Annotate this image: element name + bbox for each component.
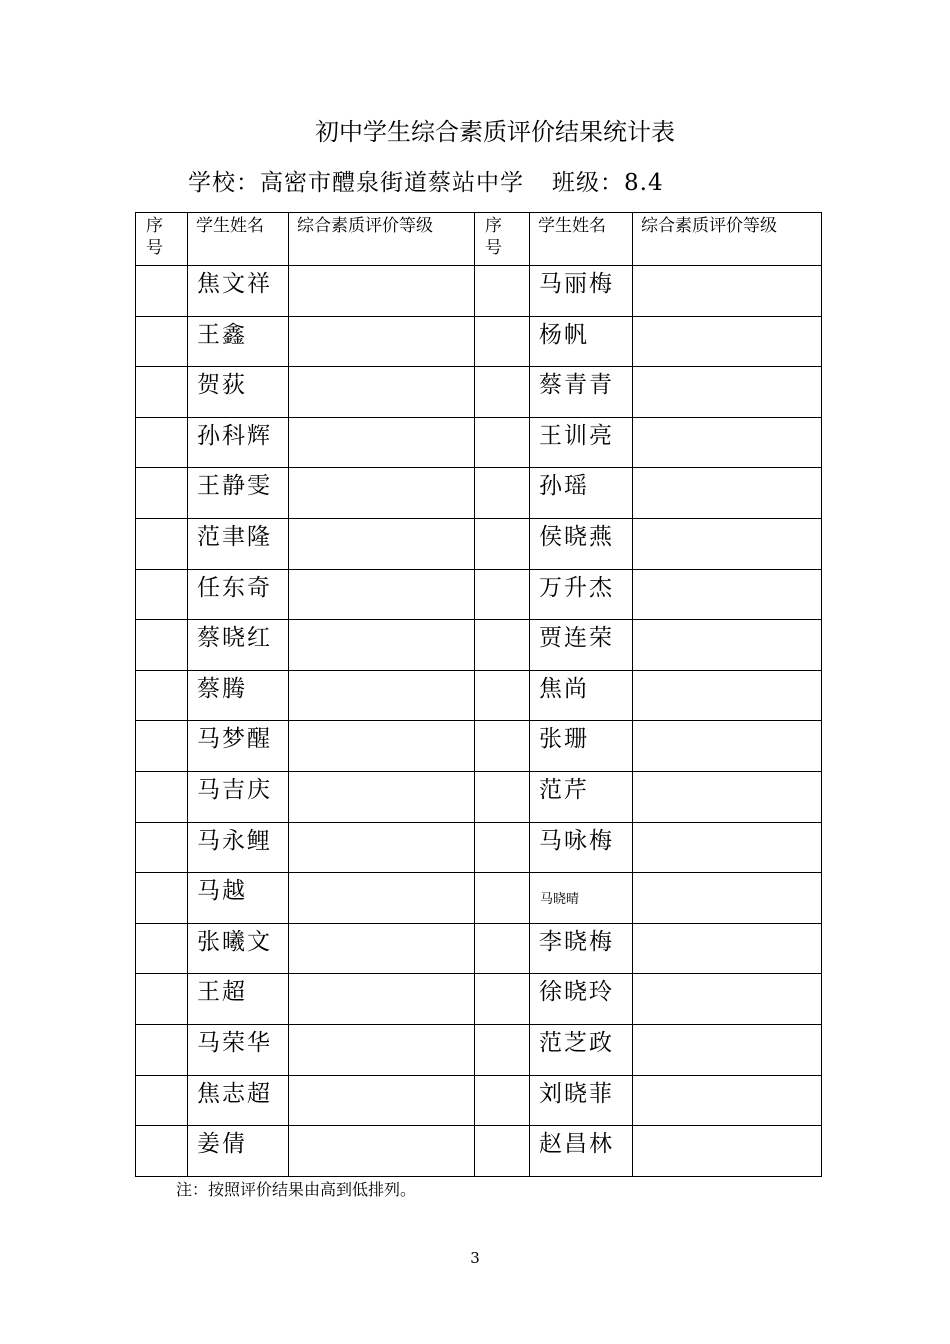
student-name-right: 王训亮	[530, 417, 633, 468]
seq-cell-left	[136, 670, 188, 721]
student-name-right: 蔡青青	[530, 367, 633, 418]
seq-cell-right	[475, 873, 530, 924]
student-name-left: 姜倩	[188, 1126, 289, 1177]
grade-cell-left	[289, 468, 475, 519]
seq-cell-left	[136, 316, 188, 367]
grade-cell-right	[633, 670, 822, 721]
seq-cell-left	[136, 873, 188, 924]
page-number: 3	[470, 1249, 480, 1267]
school-name: 高密市醴泉街道蔡站中学	[260, 170, 524, 196]
seq-cell-left	[136, 1075, 188, 1126]
grade-cell-right	[633, 367, 822, 418]
table-row	[136, 670, 822, 721]
student-name-left: 张曦文	[188, 923, 289, 974]
header-name-left: 学生姓名	[188, 213, 289, 266]
table-row	[136, 873, 822, 924]
table-row	[136, 1126, 822, 1177]
table-body	[136, 266, 822, 1177]
header-name-right: 学生姓名	[530, 213, 633, 266]
seq-cell-right	[475, 417, 530, 468]
grade-cell-right	[633, 974, 822, 1025]
grade-cell-right	[633, 1024, 822, 1075]
student-name-left: 范聿隆	[188, 518, 289, 569]
seq-cell-left	[136, 518, 188, 569]
grade-cell-left	[289, 316, 475, 367]
student-name-left: 焦志超	[188, 1075, 289, 1126]
grade-cell-right	[633, 721, 822, 772]
seq-cell-left	[136, 468, 188, 519]
table-row	[136, 923, 822, 974]
student-name-left: 马荣华	[188, 1024, 289, 1075]
header-grade-left: 综合素质评价等级	[289, 213, 475, 266]
student-name-left: 焦文祥	[188, 266, 289, 317]
grade-cell-right	[633, 822, 822, 873]
student-name-left: 马越	[188, 873, 289, 924]
footnote: 注：按照评价结果由高到低排列。	[176, 1180, 417, 1199]
grade-cell-left	[289, 417, 475, 468]
grade-cell-left	[289, 974, 475, 1025]
grade-cell-left	[289, 266, 475, 317]
grade-cell-right	[633, 266, 822, 317]
grade-cell-right	[633, 1075, 822, 1126]
seq-cell-right	[475, 923, 530, 974]
seq-cell-right	[475, 1024, 530, 1075]
table-row	[136, 721, 822, 772]
table-row	[136, 569, 822, 620]
student-name-right: 张珊	[530, 721, 633, 772]
grade-cell-right	[633, 1126, 822, 1177]
student-name-left: 孙科辉	[188, 417, 289, 468]
table-row	[136, 266, 822, 317]
seq-cell-right	[475, 367, 530, 418]
seq-cell-right	[475, 468, 530, 519]
student-name-left: 王静雯	[188, 468, 289, 519]
student-name-left: 马梦醒	[188, 721, 289, 772]
seq-cell-left	[136, 367, 188, 418]
grade-cell-left	[289, 569, 475, 620]
header-seq-left: 序 号	[136, 213, 188, 266]
student-name-right: 范芹	[530, 771, 633, 822]
student-name-right: 焦尚	[530, 670, 633, 721]
student-name-right: 马咏梅	[530, 822, 633, 873]
evaluation-table	[135, 212, 822, 1177]
grade-cell-right	[633, 518, 822, 569]
table-header-row	[136, 213, 822, 266]
student-name-left: 马吉庆	[188, 771, 289, 822]
seq-cell-left	[136, 569, 188, 620]
seq-cell-right	[475, 569, 530, 620]
student-name-right: 刘晓菲	[530, 1075, 633, 1126]
seq-cell-left	[136, 771, 188, 822]
header-grade-right: 综合素质评价等级	[633, 213, 822, 266]
seq-cell-left	[136, 721, 188, 772]
school-class-line	[188, 163, 664, 203]
table-row	[136, 974, 822, 1025]
table-row	[136, 367, 822, 418]
student-name-right: 杨帆	[530, 316, 633, 367]
table-row	[136, 518, 822, 569]
student-name-left: 蔡腾	[188, 670, 289, 721]
student-name-right: 万升杰	[530, 569, 633, 620]
grade-cell-left	[289, 367, 475, 418]
seq-cell-left	[136, 1126, 188, 1177]
table-row	[136, 316, 822, 367]
table-row	[136, 1075, 822, 1126]
seq-cell-left	[136, 1024, 188, 1075]
seq-cell-left	[136, 923, 188, 974]
grade-cell-left	[289, 873, 475, 924]
student-name-left: 贺荻	[188, 367, 289, 418]
grade-cell-left	[289, 771, 475, 822]
grade-cell-right	[633, 620, 822, 671]
student-name-right: 贾连荣	[530, 620, 633, 671]
table-row	[136, 417, 822, 468]
student-name-right: 范芝政	[530, 1024, 633, 1075]
grade-cell-left	[289, 670, 475, 721]
table-row	[136, 1024, 822, 1075]
grade-cell-right	[633, 873, 822, 924]
student-name-left: 王鑫	[188, 316, 289, 367]
grade-cell-right	[633, 417, 822, 468]
class-label: 班级：	[552, 170, 624, 196]
seq-cell-right	[475, 518, 530, 569]
grade-cell-right	[633, 771, 822, 822]
document-title: 初中学生综合素质评价结果统计表	[315, 118, 675, 146]
student-name-left: 王超	[188, 974, 289, 1025]
grade-cell-left	[289, 620, 475, 671]
seq-cell-left	[136, 620, 188, 671]
class-value: 8.4	[624, 170, 664, 196]
seq-cell-left	[136, 417, 188, 468]
seq-cell-right	[475, 1126, 530, 1177]
student-name-right: 赵昌林	[530, 1126, 633, 1177]
student-name-right: 马丽梅	[530, 266, 633, 317]
table-row	[136, 620, 822, 671]
student-name-left: 蔡晓红	[188, 620, 289, 671]
seq-cell-right	[475, 620, 530, 671]
grade-cell-left	[289, 1126, 475, 1177]
seq-cell-right	[475, 822, 530, 873]
student-name-right: 李晓梅	[530, 923, 633, 974]
seq-cell-right	[475, 974, 530, 1025]
seq-cell-left	[136, 266, 188, 317]
grade-cell-left	[289, 721, 475, 772]
student-name-right: 孙瑶	[530, 468, 633, 519]
seq-cell-right	[475, 266, 530, 317]
seq-cell-right	[475, 670, 530, 721]
seq-cell-left	[136, 822, 188, 873]
seq-cell-right	[475, 721, 530, 772]
grade-cell-right	[633, 923, 822, 974]
seq-cell-left	[136, 974, 188, 1025]
grade-cell-left	[289, 518, 475, 569]
student-name-left: 任东奇	[188, 569, 289, 620]
seq-cell-right	[475, 771, 530, 822]
table-row	[136, 468, 822, 519]
grade-cell-right	[633, 468, 822, 519]
seq-cell-right	[475, 1075, 530, 1126]
grade-cell-right	[633, 569, 822, 620]
grade-cell-left	[289, 1024, 475, 1075]
school-label: 学校：	[188, 170, 260, 196]
header-seq-right: 序 号	[475, 213, 530, 266]
student-name-right: 马晓晴	[530, 873, 633, 924]
grade-cell-left	[289, 1075, 475, 1126]
student-name-right: 徐晓玲	[530, 974, 633, 1025]
grade-cell-left	[289, 822, 475, 873]
grade-cell-left	[289, 923, 475, 974]
grade-cell-right	[633, 316, 822, 367]
table-row	[136, 822, 822, 873]
seq-cell-right	[475, 316, 530, 367]
student-name-right: 侯晓燕	[530, 518, 633, 569]
table-row	[136, 771, 822, 822]
student-name-left: 马永鲤	[188, 822, 289, 873]
